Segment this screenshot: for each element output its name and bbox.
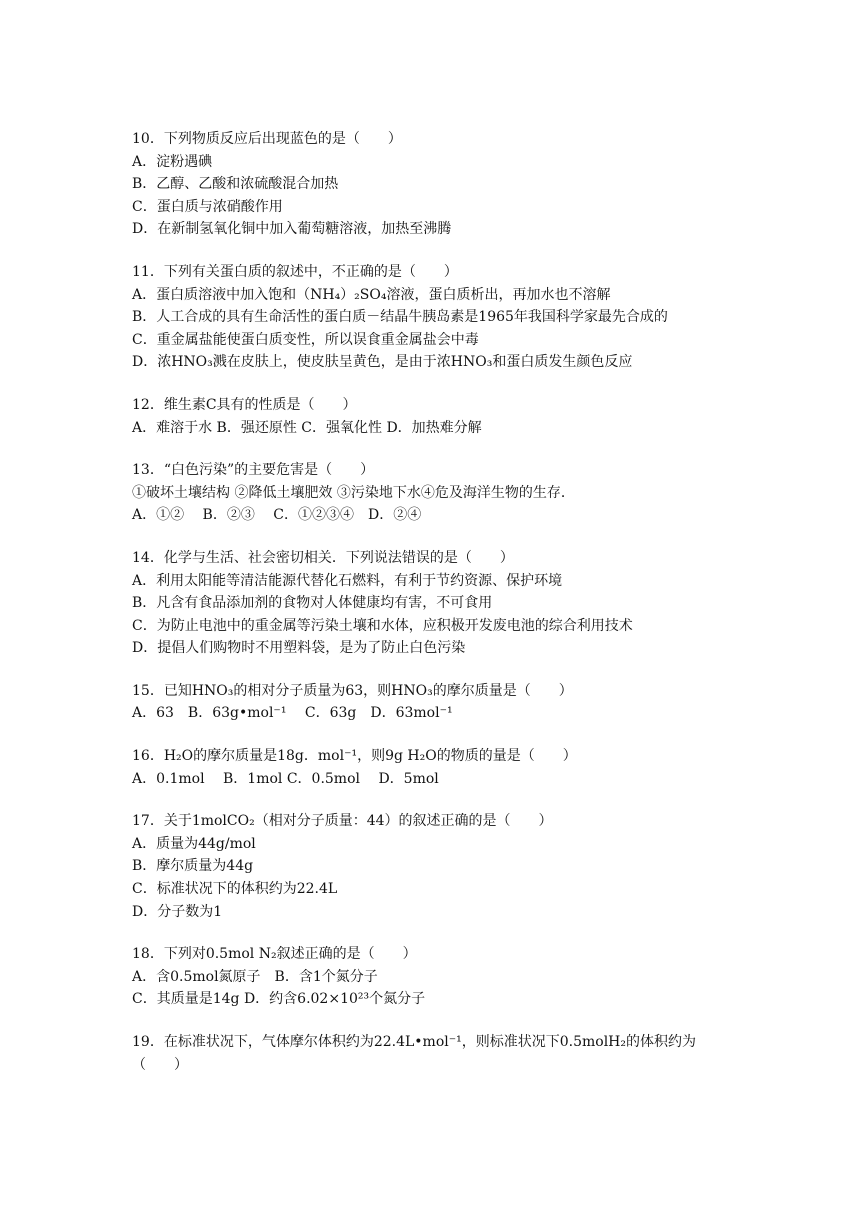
question-10 — [132, 128, 780, 241]
option-c: C．蛋白质与浓硝酸作用 — [132, 198, 283, 215]
question-stem: 15．已知HNO₃的相对分子质量为63，则HNO₃的摩尔质量是（ ） — [132, 682, 573, 699]
question-17 — [132, 810, 780, 923]
question-15 — [132, 680, 780, 725]
question-18 — [132, 943, 780, 1011]
question-11 — [132, 261, 780, 374]
question-stem: 14．化学与生活、社会密切相关．下列说法错误的是（ ） — [132, 549, 514, 566]
option-b: B．乙醇、乙酸和浓硫酸混合加热 — [132, 176, 339, 193]
option-c: C．标准状况下的体积约为22.4L — [132, 881, 338, 898]
options-line: A．0.1mol B．1mol C．0.5mol D．5mol — [132, 770, 439, 787]
option-d: D．浓HNO₃溅在皮肤上，使皮肤呈黄色，是由于浓HNO₃和蛋白质发生颜色反应 — [132, 354, 633, 371]
question-stem: 12．维生素C具有的性质是（ ） — [132, 396, 357, 413]
options-line: A．①② B．②③ C．①②③④ D．②④ — [132, 507, 422, 524]
option-d: D．提倡人们购物时不用塑料袋，是为了防止白色污染 — [132, 640, 466, 657]
option-d: D．在新制氢氧化铜中加入葡萄糖溶液，加热至沸腾 — [132, 221, 452, 238]
options-line: A．难溶于水 B．强还原性 C．强氧化性 D．加热难分解 — [132, 419, 482, 436]
option-c: C．为防止电池中的重金属等污染土壤和水体，应积极开发废电池的综合利用技术 — [132, 617, 633, 634]
options-line: A．63 B．63g•mol⁻¹ C．63g D．63mol⁻¹ — [132, 705, 453, 722]
question-19 — [132, 1031, 780, 1076]
question-16 — [132, 745, 780, 790]
option-b: B．摩尔质量为44g — [132, 858, 254, 875]
option-a: A．利用太阳能等清洁能源代替化石燃料，有利于节约资源、保护环境 — [132, 572, 563, 589]
option-a: A．蛋白质溶液中加入饱和（NH₄）₂SO₄溶液，蛋白质析出，再加水也不溶解 — [132, 286, 611, 303]
statement-line: ①破坏土壤结构 ②降低土壤肥效 ③污染地下水④危及海洋生物的生存． — [132, 484, 575, 501]
question-stem: 18．下列对0.5mol N₂叙述正确的是（ ） — [132, 946, 417, 963]
option-a: A．淀粉遇碘 — [132, 153, 213, 170]
option-d: D．分子数为1 — [132, 903, 223, 920]
options-line-cd: C．其质量是14g D．约含6.02×10²³个氮分子 — [132, 991, 426, 1008]
option-b: B．人工合成的具有生命活性的蛋白质－结晶牛胰岛素是1965年我国科学家最先合成的 — [132, 309, 668, 326]
question-13 — [132, 459, 780, 527]
options-line-ab: A．含0.5mol氮原子 B．含1个氮分子 — [132, 968, 378, 985]
question-stem: 19．在标准状况下，气体摩尔体积约为22.4L•mol⁻¹，则标准状况下0.5molH₂的体积约为 — [132, 1034, 696, 1050]
question-14 — [132, 547, 780, 660]
question-stem: 11．下列有关蛋白质的叙述中，不正确的是（ ） — [132, 263, 458, 280]
question-stem: 17．关于1molCO₂（相对分子质量：44）的叙述正确的是（ ） — [132, 813, 553, 830]
answer-bracket: （ ） — [132, 1056, 188, 1073]
question-stem: 13．“白色污染”的主要危害是（ ） — [132, 462, 375, 479]
option-b: B．凡含有食品添加剂的食物对人体健康均有害，不可食用 — [132, 595, 493, 612]
option-a: A．质量为44g/mol — [132, 835, 256, 852]
question-12 — [132, 394, 780, 439]
question-stem: 10．下列物质反应后出现蓝色的是（ ） — [132, 131, 402, 147]
question-stem: 16．H₂O的摩尔质量是18g．mol⁻¹，则9g H₂O的物质的量是（ ） — [132, 748, 577, 765]
option-c: C．重金属盐能使蛋白质变性，所以误食重金属盐会中毒 — [132, 331, 479, 348]
